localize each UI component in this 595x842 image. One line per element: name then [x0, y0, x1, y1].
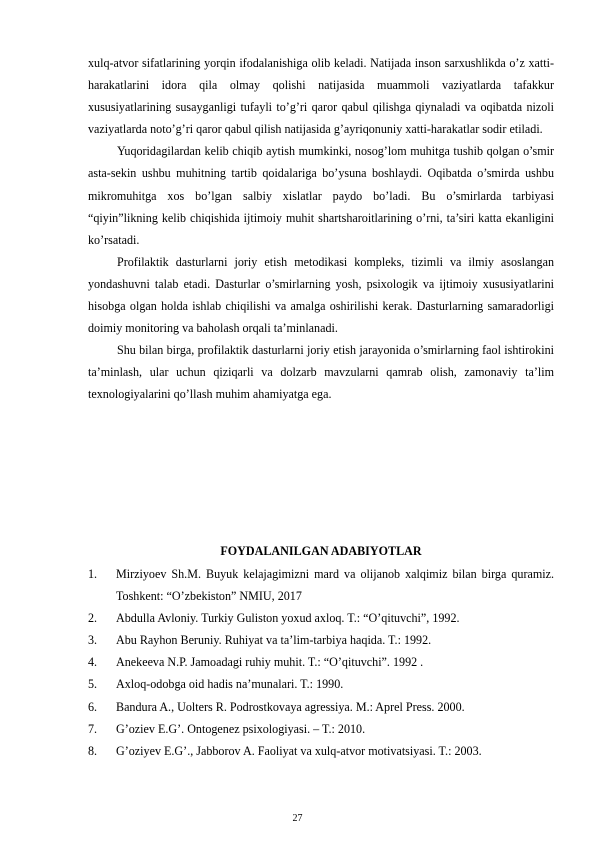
reference-item [88, 740, 554, 762]
reference-text: Abdulla Avloniy. Turkiy Guliston yoxud axloq. T.: “O’qituvchi”, 1992. [116, 611, 460, 626]
reference-item [88, 696, 554, 718]
reference-text: Bandura A., Uolters R. Podrostkovaya agressiya. M.: Aprel Press. 2000. [116, 699, 465, 714]
reference-text: Anekeeva N.P. Jamoadagi ruhiy muhit. T.: “O’qituvchi”. 1992 . [116, 655, 424, 670]
paragraph: Yuqoridagilardan kelib chiqib aytish mumkinki, nosog’lom muhitga tushib qolgan o’smir asta-sekin ushbu muhitning tartib qoidalariga bo’ysuna boshlaydi. Oqibatda o’smirda ushbu mikromuhitga xos bo’lgan salbiy xislatlar paydo bo’ladi. Bu o’smirlarda tarbiyasi “qiyin”likning kelib chiqishida ijtimoiy muhit shartsharoitlarining o’rni, ta’siri katta ekanligini ko’rsatadi. [88, 144, 554, 247]
reference-number: 4. [88, 655, 98, 670]
page-number: 27 [292, 813, 303, 824]
reference-number: 6. [88, 699, 98, 714]
reference-text: Mirziyoev Sh.M. Buyuk kelajagimizni mard va olijanob xalqimiz bilan birga quramiz. Toshkent: “O’zbekiston” NMIU, 2017 [116, 567, 554, 604]
reference-item [88, 718, 554, 740]
reference-text: G’oziev E.G’. Ontogenez psixologiyasi. – T.: 2010. [116, 721, 366, 736]
references-heading: FOYDALANILGAN ADABIYOTLAR [220, 544, 422, 558]
reference-item [88, 673, 554, 695]
reference-number: 1. [88, 567, 98, 581]
reference-number: 3. [88, 633, 98, 648]
reference-number: 5. [88, 677, 98, 692]
paragraph: Profilaktik dasturlarni joriy etish metodikasi kompleks, tizimli va ilmiy asoslangan yondashuvni talab etadi. Dasturlar o’smirlarning yosh, psixologik va ijtimoiy xususiyatlarini hisobga olgan holda ishlab chiqilishi va amalga oshirilishi kerak. Dasturlarning samaradorligi doimiy monitoring va baholash orqali ta’minlanadi. [88, 254, 554, 336]
reference-text: G’oziyev E.G’., Jabborov A. Faoliyat va xulq-atvor motivatsiyasi. T.: 2003. [116, 743, 482, 758]
reference-text: Axloq-odobga oid hadis na’munalari. T.: 1990. [116, 677, 344, 692]
reference-text: Abu Rayhon Beruniy. Ruhiyat va ta’lim-tarbiya haqida. T.: 1992. [116, 633, 432, 648]
reference-item [88, 607, 554, 629]
reference-number: 8. [88, 743, 98, 758]
body-text [88, 52, 554, 406]
reference-item [88, 563, 554, 607]
reference-item [88, 651, 554, 673]
reference-number: 7. [88, 721, 98, 736]
reference-item [88, 629, 554, 651]
paragraph: xulq-atvor sifatlarining yorqin ifodalanishiga olib keladi. Natijada inson sarxushlikda o’z xatti-harakatlarini idora qila olmay qolishi natijasida muammoli vaziyatlarda tafakkur xususiyatlarining susayganligi tufayli to’g’ri qaror qabul qilishga qiynaladi va oqibatda nizoli vaziyatlarda noto’g’ri qaror qabul qilish natijasida g’ayriqonuniy xatti-harakatlar sodir etiladi. [88, 56, 554, 137]
references-list [88, 563, 554, 762]
reference-number: 2. [88, 611, 98, 626]
paragraph: Shu bilan birga, profilaktik dasturlarni joriy etish jarayonida o’smirlarning faol ishtirokini ta’minlash, ular uchun qiziqarli va dolzarb mavzularni qamrab olish, zamonaviy ta’lim texnologiyalarini qo’llash muhim ahamiyatga ega. [88, 343, 554, 402]
